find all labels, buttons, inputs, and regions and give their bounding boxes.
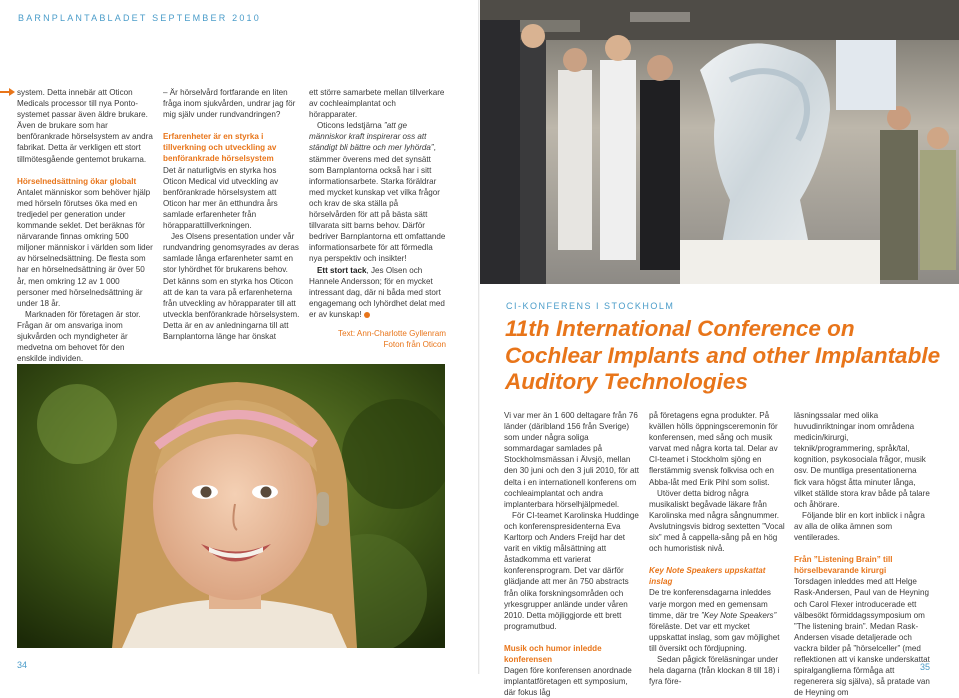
subheading: Hörselnedsättning ökar globalt	[17, 176, 137, 186]
page-number-right: 35	[920, 662, 931, 672]
quote: ”att ge människor kraft inspirerar oss att ständigt bli bättre och mer lyhörda”	[309, 121, 434, 153]
article-column-5	[649, 410, 785, 687]
photo-credit: Foton från Oticon	[383, 340, 446, 350]
text: , stämmer överens med det synsätt som Barnplantorna också har i sitt informationsarbete. Starka föräldrar med mycket kunskap vet vilka frågor och krav de ska ställa på hörselvården för att på bästa sätt tillvarata sitt barns behov. Därför bedriver Barnplantorna ett omfattande informationsarbete för att förmedla nya perspektiv och insikter!	[309, 143, 446, 264]
paragraph: Vi var mer än 1 600 deltagare från 76 länder (däribland 156 från Sverige) som under några soliga sommardagar samlades på Stockholmsmässan i Älvsjö, mellan den 30 juni och den 3 juli 2010, för att delta i en internationell konferens om cochleaimplantat och andra implanterbara hörselhjälpmedel.	[504, 411, 639, 509]
paragraph: Marknaden för företagen är stor. Frågan är om ansvariga inom sjukvården och myndigheter är medvetna om behovet för den enskilde individen.	[17, 309, 141, 364]
subheading: Från ”Listening Brain” till hörselbevarande kirurgi	[794, 555, 893, 576]
end-dot-icon	[364, 312, 370, 318]
paragraph: Sedan pågick föreläsningar under hela dagarna (från klockan 8 till 18) i fyra före-	[649, 654, 780, 687]
section-label: CI-KONFERENS I STOCKHOLM	[506, 301, 675, 311]
paragraph: på företagens egna produkter. På kvällen hölls öppningsceremonin för konferensen, med sång och musik varvat med några korta tal. Delar av CI-teamet i Stockholm sjöng en flerstämmig svensk folkvisa och en Abba-låt med Erik Pihl som solist.	[649, 411, 778, 487]
paragraph: Dagen före konferensen anordnade implantatföretagen ett symposium, där fokus låg	[504, 666, 632, 698]
girl-photo	[17, 364, 445, 648]
article-column-4	[504, 410, 640, 698]
paragraph: Antalet människor som behöver hjälp med hörseln förutses öka med en tredjedel per generation under kommande seklet. Det beräknas för närvarande finnas omkring 500 miljoner människor i världen som lider av hörselnedsättning. De flesta som har en hörselnedsättning är över 50 år, men omkring 12 av 1 000 personer med hörselnedsättning är under 18 år.	[17, 187, 153, 308]
running-head: BARNPLANTABLADET SEPTEMBER 2010	[18, 13, 261, 23]
paragraph: Jes Olsens presentation under vår rundvandring genomsyrades av deras samlade långa erfarenheter samt en stor lyhördhet för brukarens behov. Det känns som en styrka hos Oticon att de kan ta vara på erfarenheterna från utveckling av hörapparater till att utveckla benförankrade hörselsystem. Detta är en av anledningarna till att Barnplantorna länge har önskat	[163, 232, 300, 341]
text: , Jes Olsen och Hannele Andersson; för en mycket intressant dag, där ni båda med stort engagemang och lyhördhet delat med er av kunskap!	[309, 265, 445, 319]
article-column-3	[309, 87, 446, 350]
paragraph: system. Detta innebär att Oticon Medicals processor till nya Ponto-systemet passar även äldre brukare. Även de brukare som har benförankrade hörselsystem av andra fabrikat. Detta är verkligen ett stort tillmötesgående gentemot brukarna.	[17, 88, 153, 164]
conference-photo	[480, 0, 959, 284]
paragraph: Torsdagen inleddes med att Helge Rask-Andersen, Paul van de Heyning och Carol Flexer introducerade ett välbesökt förmiddagssymposium om ”The listening brain”. Medan Rask-Andersen visade detaljerade och vackra bilder på ”hörselceller” (med reflektionen att vi kanske underskattat spiralganglierna förmåga att regenerera sig själva), så pratade van de Heyning om	[794, 577, 930, 698]
paragraph	[649, 587, 785, 654]
text: De tre konferensdagarna inleddes varje morgon med en gemensam timme, där tre	[649, 588, 771, 620]
paragraph: För CI-teamet Karolinska Huddinge och konferenspresidenterna Eva Karltorp och Anders Freijd har det varit en viktig målsättning att åstadkomma ett varierat konferensprogram. Det var därför glädjande att mer än 750 abstracts från olika forskningsområden och yrkesgrupper anlände under våren 2010. Detta möjliggjorde ett brett programutbud.	[504, 510, 639, 631]
quote: ”Key Note Speakers”	[701, 610, 777, 620]
article-column-2	[163, 87, 301, 342]
emphasis: Ett stort tack	[317, 265, 367, 275]
paragraph: ett större samarbete mellan tillverkare av cochleaimplantat och hörapparater.	[309, 88, 445, 120]
article-title: 11th International Conference on Cochlear Implants and other Implantable Auditory Technologies	[505, 316, 941, 394]
paragraph	[309, 265, 446, 320]
paragraph: Följande blir en kort inblick i några av alla de olika ämnen som ventilerades.	[794, 510, 925, 543]
subheading: Key Note Speakers uppskattat inslag	[649, 566, 766, 587]
paragraph	[309, 120, 446, 264]
page-number-left: 34	[17, 660, 28, 670]
arrow-right-icon	[0, 88, 15, 96]
article-column-6	[794, 410, 931, 698]
article-column-1	[17, 87, 153, 364]
paragraph: Det är naturligtvis en styrka hos Oticon Medical vid utveckling av benförankrade hörselsystem att Oticon har mer än etthundra års samlade erfarenheter från hörapparattillverkningen.	[163, 165, 279, 231]
photo-credit: Text: Ann-Charlotte Gyllenram	[338, 328, 446, 338]
subheading: Erfarenheter är en styrka i tillverkning och utveckling av benförankrade hörselsystem	[163, 132, 277, 164]
text: föreläste. Det var ett mycket uppskattat inslag, som gav möjlighet till översikt och fördjupning.	[649, 621, 780, 653]
subheading: Musik och humor inledde konferensen	[504, 643, 602, 664]
text: Oticons ledstjärna	[317, 121, 385, 131]
paragraph: – Är hörselvård fortfarande en liten fråga inom sjukvården, undrar jag för mig själv under rundvandringen?	[163, 88, 296, 120]
paragraph: läsningssalar med olika huvudinriktningar inom områdena medicin/kirurgi, teknik/programmering, språk/tal, kognition, psykosociala frågor, musik osv. De muntliga presentationerna fick vara högst åtta minuter långa, vilket ställde stora krav både på talare och åhörare.	[794, 411, 930, 509]
paragraph: Utöver detta bidrog några musikaliskt begåvade läkare från Karolinska med några sångnummer. Avslutningsvis bidrog sextetten ”Vocal six” med å cappella-sång på en hög och humoristisk nivå.	[649, 488, 785, 554]
